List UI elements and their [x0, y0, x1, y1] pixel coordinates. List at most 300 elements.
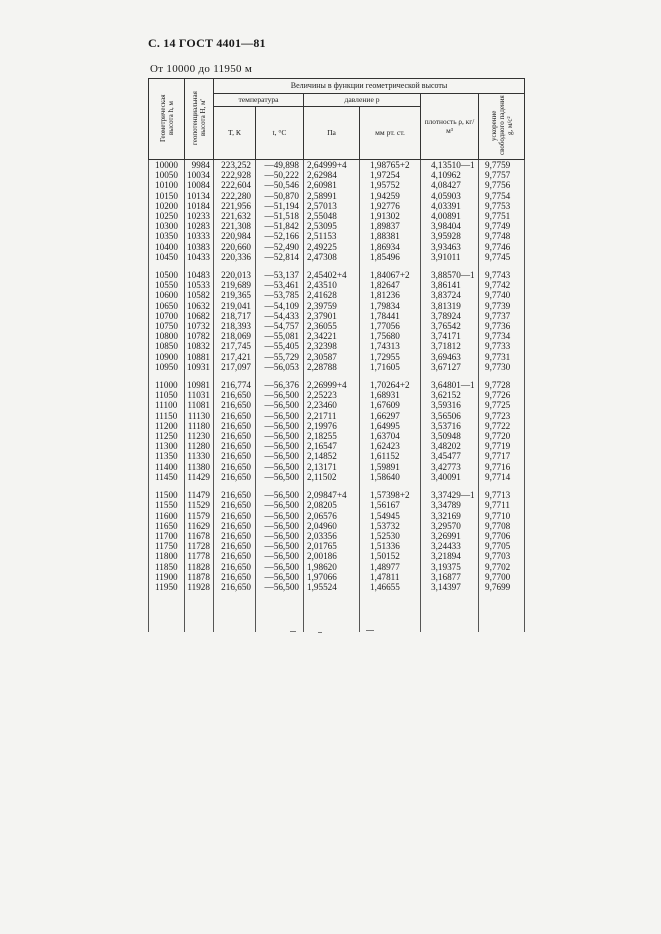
cell-H: 10084 [185, 180, 214, 190]
cell-H: 11280 [185, 441, 214, 451]
cell-rho: 4,03391 [421, 201, 479, 211]
cell-rho: 4,08427 [421, 180, 479, 190]
header-pressure: давление p [304, 94, 421, 107]
cell-g: 9,7749 [479, 221, 525, 231]
cell-T: 217,745 [214, 341, 256, 351]
cell-h: 11050 [149, 390, 185, 400]
cell-pa: 1,97066 [304, 572, 360, 582]
cell-rho: 3,14397 [421, 582, 479, 592]
cell-rho: 3,24433 [421, 541, 479, 551]
empty-cell [360, 592, 421, 632]
table-row [149, 441, 525, 451]
cell-g: 9,7743 [479, 262, 525, 280]
cell-rho: 3,21894 [421, 551, 479, 561]
cell-rho: 4,00891 [421, 211, 479, 221]
cell-mm: 1,79834 [360, 301, 421, 311]
table-row [149, 311, 525, 321]
cell-T: 216,650 [214, 531, 256, 541]
table-row [149, 531, 525, 541]
cell-mm: 1,66297 [360, 411, 421, 421]
cell-H: 10433 [185, 252, 214, 262]
table-row [149, 231, 525, 241]
cell-mm: 1,94259 [360, 191, 421, 201]
cell-mm: 1,78441 [360, 311, 421, 321]
header-mmhg: мм рт. ст. [360, 107, 421, 160]
cell-rho: 3,62152 [421, 390, 479, 400]
cell-h: 10550 [149, 280, 185, 290]
cell-pa: 2,60981 [304, 180, 360, 190]
cell-T: 220,984 [214, 231, 256, 241]
cell-pa: 2,09847+4 [304, 482, 360, 500]
cell-pa: 2,64999+4 [304, 160, 360, 171]
cell-pa: 2,36055 [304, 321, 360, 331]
cell-t: —49,898 [256, 160, 304, 171]
header-geometric-height: Геометрическая высота h, м [149, 79, 185, 160]
cell-pa: 2,39759 [304, 301, 360, 311]
cell-H: 10333 [185, 231, 214, 241]
cell-h: 11650 [149, 521, 185, 531]
cell-mm: 1,98765+2 [360, 160, 421, 171]
cell-H: 11878 [185, 572, 214, 582]
table-row [149, 541, 525, 551]
cell-pa: 2,06576 [304, 511, 360, 521]
cell-t: —52,166 [256, 231, 304, 241]
table-row [149, 451, 525, 461]
cell-g: 9,7737 [479, 311, 525, 321]
cell-rho: 3,48202 [421, 441, 479, 451]
cell-t: —56,500 [256, 531, 304, 541]
table-row [149, 482, 525, 500]
cell-H: 10881 [185, 352, 214, 362]
header-temperature: температура [214, 94, 304, 107]
table-row [149, 372, 525, 390]
header-t: t, °С [256, 107, 304, 160]
empty-cell [479, 592, 525, 632]
cell-T: 219,365 [214, 290, 256, 300]
cell-pa: 2,53095 [304, 221, 360, 231]
cell-rho: 3,64801—1 [421, 372, 479, 390]
cell-mm: 1,82647 [360, 280, 421, 290]
cell-t: —53,785 [256, 290, 304, 300]
cell-t: —51,194 [256, 201, 304, 211]
cell-T: 217,421 [214, 352, 256, 362]
cell-t: —56,053 [256, 362, 304, 372]
footer-mark [318, 632, 322, 633]
cell-mm: 1,61152 [360, 451, 421, 461]
cell-H: 11180 [185, 421, 214, 431]
cell-h: 10100 [149, 180, 185, 190]
cell-h: 10950 [149, 362, 185, 372]
cell-pa: 2,08205 [304, 500, 360, 510]
cell-pa: 2,16547 [304, 441, 360, 451]
cell-H: 10632 [185, 301, 214, 311]
cell-h: 10850 [149, 341, 185, 351]
cell-H: 11629 [185, 521, 214, 531]
cell-g: 9,7710 [479, 511, 525, 521]
cell-T: 217,097 [214, 362, 256, 372]
cell-T: 221,956 [214, 201, 256, 211]
cell-pa: 2,25223 [304, 390, 360, 400]
empty-cell [149, 592, 185, 632]
table-row [149, 521, 525, 531]
empty-cell [185, 592, 214, 632]
cell-H: 10034 [185, 170, 214, 180]
cell-h: 11400 [149, 462, 185, 472]
cell-h: 10200 [149, 201, 185, 211]
cell-H: 10233 [185, 211, 214, 221]
cell-mm: 1,56167 [360, 500, 421, 510]
cell-H: 10732 [185, 321, 214, 331]
cell-mm: 1,89837 [360, 221, 421, 231]
cell-t: —56,500 [256, 421, 304, 431]
cell-pa: 2,04960 [304, 521, 360, 531]
cell-rho: 3,34789 [421, 500, 479, 510]
cell-mm: 1,71605 [360, 362, 421, 372]
cell-h: 11200 [149, 421, 185, 431]
cell-mm: 1,72955 [360, 352, 421, 362]
cell-h: 10900 [149, 352, 185, 362]
cell-h: 10700 [149, 311, 185, 321]
cell-H: 11380 [185, 462, 214, 472]
cell-g: 9,7756 [479, 180, 525, 190]
table-row [149, 551, 525, 561]
cell-T: 219,689 [214, 280, 256, 290]
cell-T: 216,650 [214, 472, 256, 482]
cell-T: 216,650 [214, 582, 256, 592]
cell-mm: 1,62423 [360, 441, 421, 451]
cell-t: —55,405 [256, 341, 304, 351]
cell-t: —55,729 [256, 352, 304, 362]
cell-T: 216,650 [214, 500, 256, 510]
cell-h: 10300 [149, 221, 185, 231]
cell-H: 10483 [185, 262, 214, 280]
cell-rho: 3,83724 [421, 290, 479, 300]
cell-g: 9,7717 [479, 451, 525, 461]
cell-mm: 1,46655 [360, 582, 421, 592]
cell-H: 10283 [185, 221, 214, 231]
cell-H: 10782 [185, 331, 214, 341]
cell-T: 216,650 [214, 551, 256, 561]
cell-mm: 1,48977 [360, 562, 421, 572]
cell-rho: 3,32169 [421, 511, 479, 521]
cell-T: 216,650 [214, 521, 256, 531]
cell-H: 11778 [185, 551, 214, 561]
cell-g: 9,7723 [479, 411, 525, 421]
cell-t: —56,500 [256, 541, 304, 551]
cell-g: 9,7716 [479, 462, 525, 472]
cell-rho: 3,91011 [421, 252, 479, 262]
cell-h: 11450 [149, 472, 185, 482]
cell-T: 223,252 [214, 160, 256, 171]
cell-pa: 2,41628 [304, 290, 360, 300]
table-row [149, 582, 525, 592]
table-header [149, 79, 525, 160]
cell-pa: 2,14852 [304, 451, 360, 461]
cell-h: 10750 [149, 321, 185, 331]
footer-mark [290, 631, 296, 632]
cell-T: 216,650 [214, 451, 256, 461]
table-row [149, 160, 525, 171]
cell-g: 9,7740 [479, 290, 525, 300]
cell-pa: 2,55048 [304, 211, 360, 221]
cell-T: 216,650 [214, 411, 256, 421]
cell-mm: 1,50152 [360, 551, 421, 561]
cell-T: 220,336 [214, 252, 256, 262]
cell-t: —56,500 [256, 431, 304, 441]
cell-t: —50,870 [256, 191, 304, 201]
cell-t: —56,500 [256, 551, 304, 561]
cell-t: —55,081 [256, 331, 304, 341]
table-row [149, 362, 525, 372]
cell-h: 11300 [149, 441, 185, 451]
cell-g: 9,7746 [479, 242, 525, 252]
cell-g: 9,7733 [479, 341, 525, 351]
cell-g: 9,7736 [479, 321, 525, 331]
cell-rho: 4,13510—1 [421, 160, 479, 171]
range-title: От 10000 до 11950 м [150, 63, 253, 75]
cell-h: 11350 [149, 451, 185, 461]
cell-T: 219,041 [214, 301, 256, 311]
cell-pa: 2,43510 [304, 280, 360, 290]
cell-mm: 1,74313 [360, 341, 421, 351]
cell-T: 222,928 [214, 170, 256, 180]
page-header: С. 14 ГОСТ 4401—81 [148, 36, 266, 50]
cell-H: 11529 [185, 500, 214, 510]
cell-pa: 2,26999+4 [304, 372, 360, 390]
cell-h: 11600 [149, 511, 185, 521]
cell-H: 11031 [185, 390, 214, 400]
cell-T: 216,650 [214, 390, 256, 400]
cell-T: 216,650 [214, 441, 256, 451]
cell-pa: 2,47308 [304, 252, 360, 262]
cell-H: 10533 [185, 280, 214, 290]
cell-H: 11230 [185, 431, 214, 441]
cell-H: 10582 [185, 290, 214, 300]
table-row [149, 242, 525, 252]
cell-t: —56,500 [256, 572, 304, 582]
cell-H: 11130 [185, 411, 214, 421]
cell-h: 11550 [149, 500, 185, 510]
header-geopotential-height: геопотенциальная высота H, м' [185, 79, 214, 160]
cell-g: 9,7745 [479, 252, 525, 262]
cell-rho: 3,56506 [421, 411, 479, 421]
cell-t: —56,500 [256, 400, 304, 410]
cell-H: 11429 [185, 472, 214, 482]
table-row [149, 280, 525, 290]
cell-g: 9,7757 [479, 170, 525, 180]
cell-t: —53,137 [256, 262, 304, 280]
cell-pa: 2,11502 [304, 472, 360, 482]
cell-rho: 3,78924 [421, 311, 479, 321]
cell-rho: 4,10962 [421, 170, 479, 180]
cell-h: 10000 [149, 160, 185, 171]
cell-H: 10682 [185, 311, 214, 321]
cell-H: 11828 [185, 562, 214, 572]
cell-h: 10450 [149, 252, 185, 262]
cell-t: —56,500 [256, 511, 304, 521]
cell-rho: 3,74171 [421, 331, 479, 341]
table-row [149, 262, 525, 280]
cell-rho: 3,71812 [421, 341, 479, 351]
cell-rho: 3,95928 [421, 231, 479, 241]
cell-rho: 3,19375 [421, 562, 479, 572]
cell-g: 9,7728 [479, 372, 525, 390]
table-row [149, 191, 525, 201]
cell-pa: 2,19976 [304, 421, 360, 431]
cell-T: 216,650 [214, 541, 256, 551]
table-row [149, 511, 525, 521]
cell-mm: 1,86934 [360, 242, 421, 252]
table-row [149, 500, 525, 510]
footer-mark [366, 630, 374, 631]
cell-g: 9,7731 [479, 352, 525, 362]
cell-pa: 1,98620 [304, 562, 360, 572]
cell-H: 10981 [185, 372, 214, 390]
header-gravity: ускорение свободного падения g, м/с² [479, 94, 525, 160]
cell-rho: 3,93463 [421, 242, 479, 252]
table-row [149, 411, 525, 421]
table-row [149, 252, 525, 262]
empty-cell [214, 592, 256, 632]
cell-pa: 2,13171 [304, 462, 360, 472]
cell-h: 10650 [149, 301, 185, 311]
cell-T: 216,650 [214, 482, 256, 500]
cell-h: 10600 [149, 290, 185, 300]
cell-pa: 2,28788 [304, 362, 360, 372]
cell-rho: 3,29570 [421, 521, 479, 531]
cell-rho: 3,16877 [421, 572, 479, 582]
cell-rho: 3,45477 [421, 451, 479, 461]
cell-mm: 1,68931 [360, 390, 421, 400]
cell-H: 11928 [185, 582, 214, 592]
cell-mm: 1,59891 [360, 462, 421, 472]
table-row [149, 290, 525, 300]
cell-H: 11330 [185, 451, 214, 461]
cell-t: —50,546 [256, 180, 304, 190]
cell-g: 9,7726 [479, 390, 525, 400]
cell-t: —56,500 [256, 582, 304, 592]
cell-h: 11800 [149, 551, 185, 561]
cell-g: 9,7722 [479, 421, 525, 431]
cell-g: 9,7753 [479, 201, 525, 211]
cell-pa: 2,57013 [304, 201, 360, 211]
cell-pa: 2,34221 [304, 331, 360, 341]
cell-T: 216,650 [214, 400, 256, 410]
cell-T: 216,650 [214, 421, 256, 431]
cell-H: 10832 [185, 341, 214, 351]
cell-t: —51,518 [256, 211, 304, 221]
cell-h: 11250 [149, 431, 185, 441]
cell-mm: 1,64995 [360, 421, 421, 431]
cell-T: 216,650 [214, 462, 256, 472]
cell-rho: 3,59316 [421, 400, 479, 410]
cell-h: 11700 [149, 531, 185, 541]
cell-g: 9,7708 [479, 521, 525, 531]
cell-pa: 2,21711 [304, 411, 360, 421]
cell-t: —56,500 [256, 390, 304, 400]
cell-t: —56,500 [256, 451, 304, 461]
atmosphere-table [148, 78, 525, 632]
cell-pa: 2,62984 [304, 170, 360, 180]
cell-t: —56,500 [256, 472, 304, 482]
table-row [149, 572, 525, 582]
cell-T: 218,393 [214, 321, 256, 331]
data-table-container [148, 78, 524, 632]
cell-h: 10400 [149, 242, 185, 252]
table-row [149, 221, 525, 231]
cell-rho: 4,05903 [421, 191, 479, 201]
cell-T: 221,632 [214, 211, 256, 221]
cell-T: 218,069 [214, 331, 256, 341]
cell-mm: 1,57398+2 [360, 482, 421, 500]
cell-g: 9,7742 [479, 280, 525, 290]
cell-mm: 1,67609 [360, 400, 421, 410]
cell-t: —56,500 [256, 411, 304, 421]
table-row [149, 462, 525, 472]
cell-h: 11850 [149, 562, 185, 572]
cell-t: —54,757 [256, 321, 304, 331]
cell-t: —56,500 [256, 562, 304, 572]
cell-H: 9984 [185, 160, 214, 171]
empty-cell [256, 592, 304, 632]
cell-T: 216,650 [214, 572, 256, 582]
table-row [149, 180, 525, 190]
cell-h: 11950 [149, 582, 185, 592]
cell-h: 10800 [149, 331, 185, 341]
cell-rho: 3,53716 [421, 421, 479, 431]
table-row [149, 341, 525, 351]
cell-rho: 3,81319 [421, 301, 479, 311]
cell-h: 10250 [149, 211, 185, 221]
cell-g: 9,7739 [479, 301, 525, 311]
cell-pa: 2,45402+4 [304, 262, 360, 280]
cell-g: 9,7754 [479, 191, 525, 201]
cell-mm: 1,75680 [360, 331, 421, 341]
cell-pa: 2,03356 [304, 531, 360, 541]
cell-mm: 1,97254 [360, 170, 421, 180]
cell-h: 11750 [149, 541, 185, 551]
cell-H: 11678 [185, 531, 214, 541]
cell-g: 9,7711 [479, 500, 525, 510]
cell-t: —52,814 [256, 252, 304, 262]
cell-g: 9,7734 [479, 331, 525, 341]
cell-mm: 1,47811 [360, 572, 421, 582]
cell-g: 9,7705 [479, 541, 525, 551]
cell-T: 216,650 [214, 562, 256, 572]
cell-rho: 3,50948 [421, 431, 479, 441]
cell-rho: 3,26991 [421, 531, 479, 541]
cell-T: 220,660 [214, 242, 256, 252]
cell-g: 9,7706 [479, 531, 525, 541]
table-row [149, 431, 525, 441]
cell-mm: 1,77056 [360, 321, 421, 331]
table-row [149, 201, 525, 211]
table-row [149, 562, 525, 572]
cell-g: 9,7751 [479, 211, 525, 221]
cell-T: 216,774 [214, 372, 256, 390]
cell-h: 11150 [149, 411, 185, 421]
cell-mm: 1,63704 [360, 431, 421, 441]
cell-t: —56,500 [256, 482, 304, 500]
cell-mm: 1,53732 [360, 521, 421, 531]
cell-rho: 3,69463 [421, 352, 479, 362]
table-body [149, 160, 525, 633]
cell-g: 9,7699 [479, 582, 525, 592]
cell-t: —54,109 [256, 301, 304, 311]
cell-pa: 2,51153 [304, 231, 360, 241]
cell-h: 11500 [149, 482, 185, 500]
cell-t: —52,490 [256, 242, 304, 252]
